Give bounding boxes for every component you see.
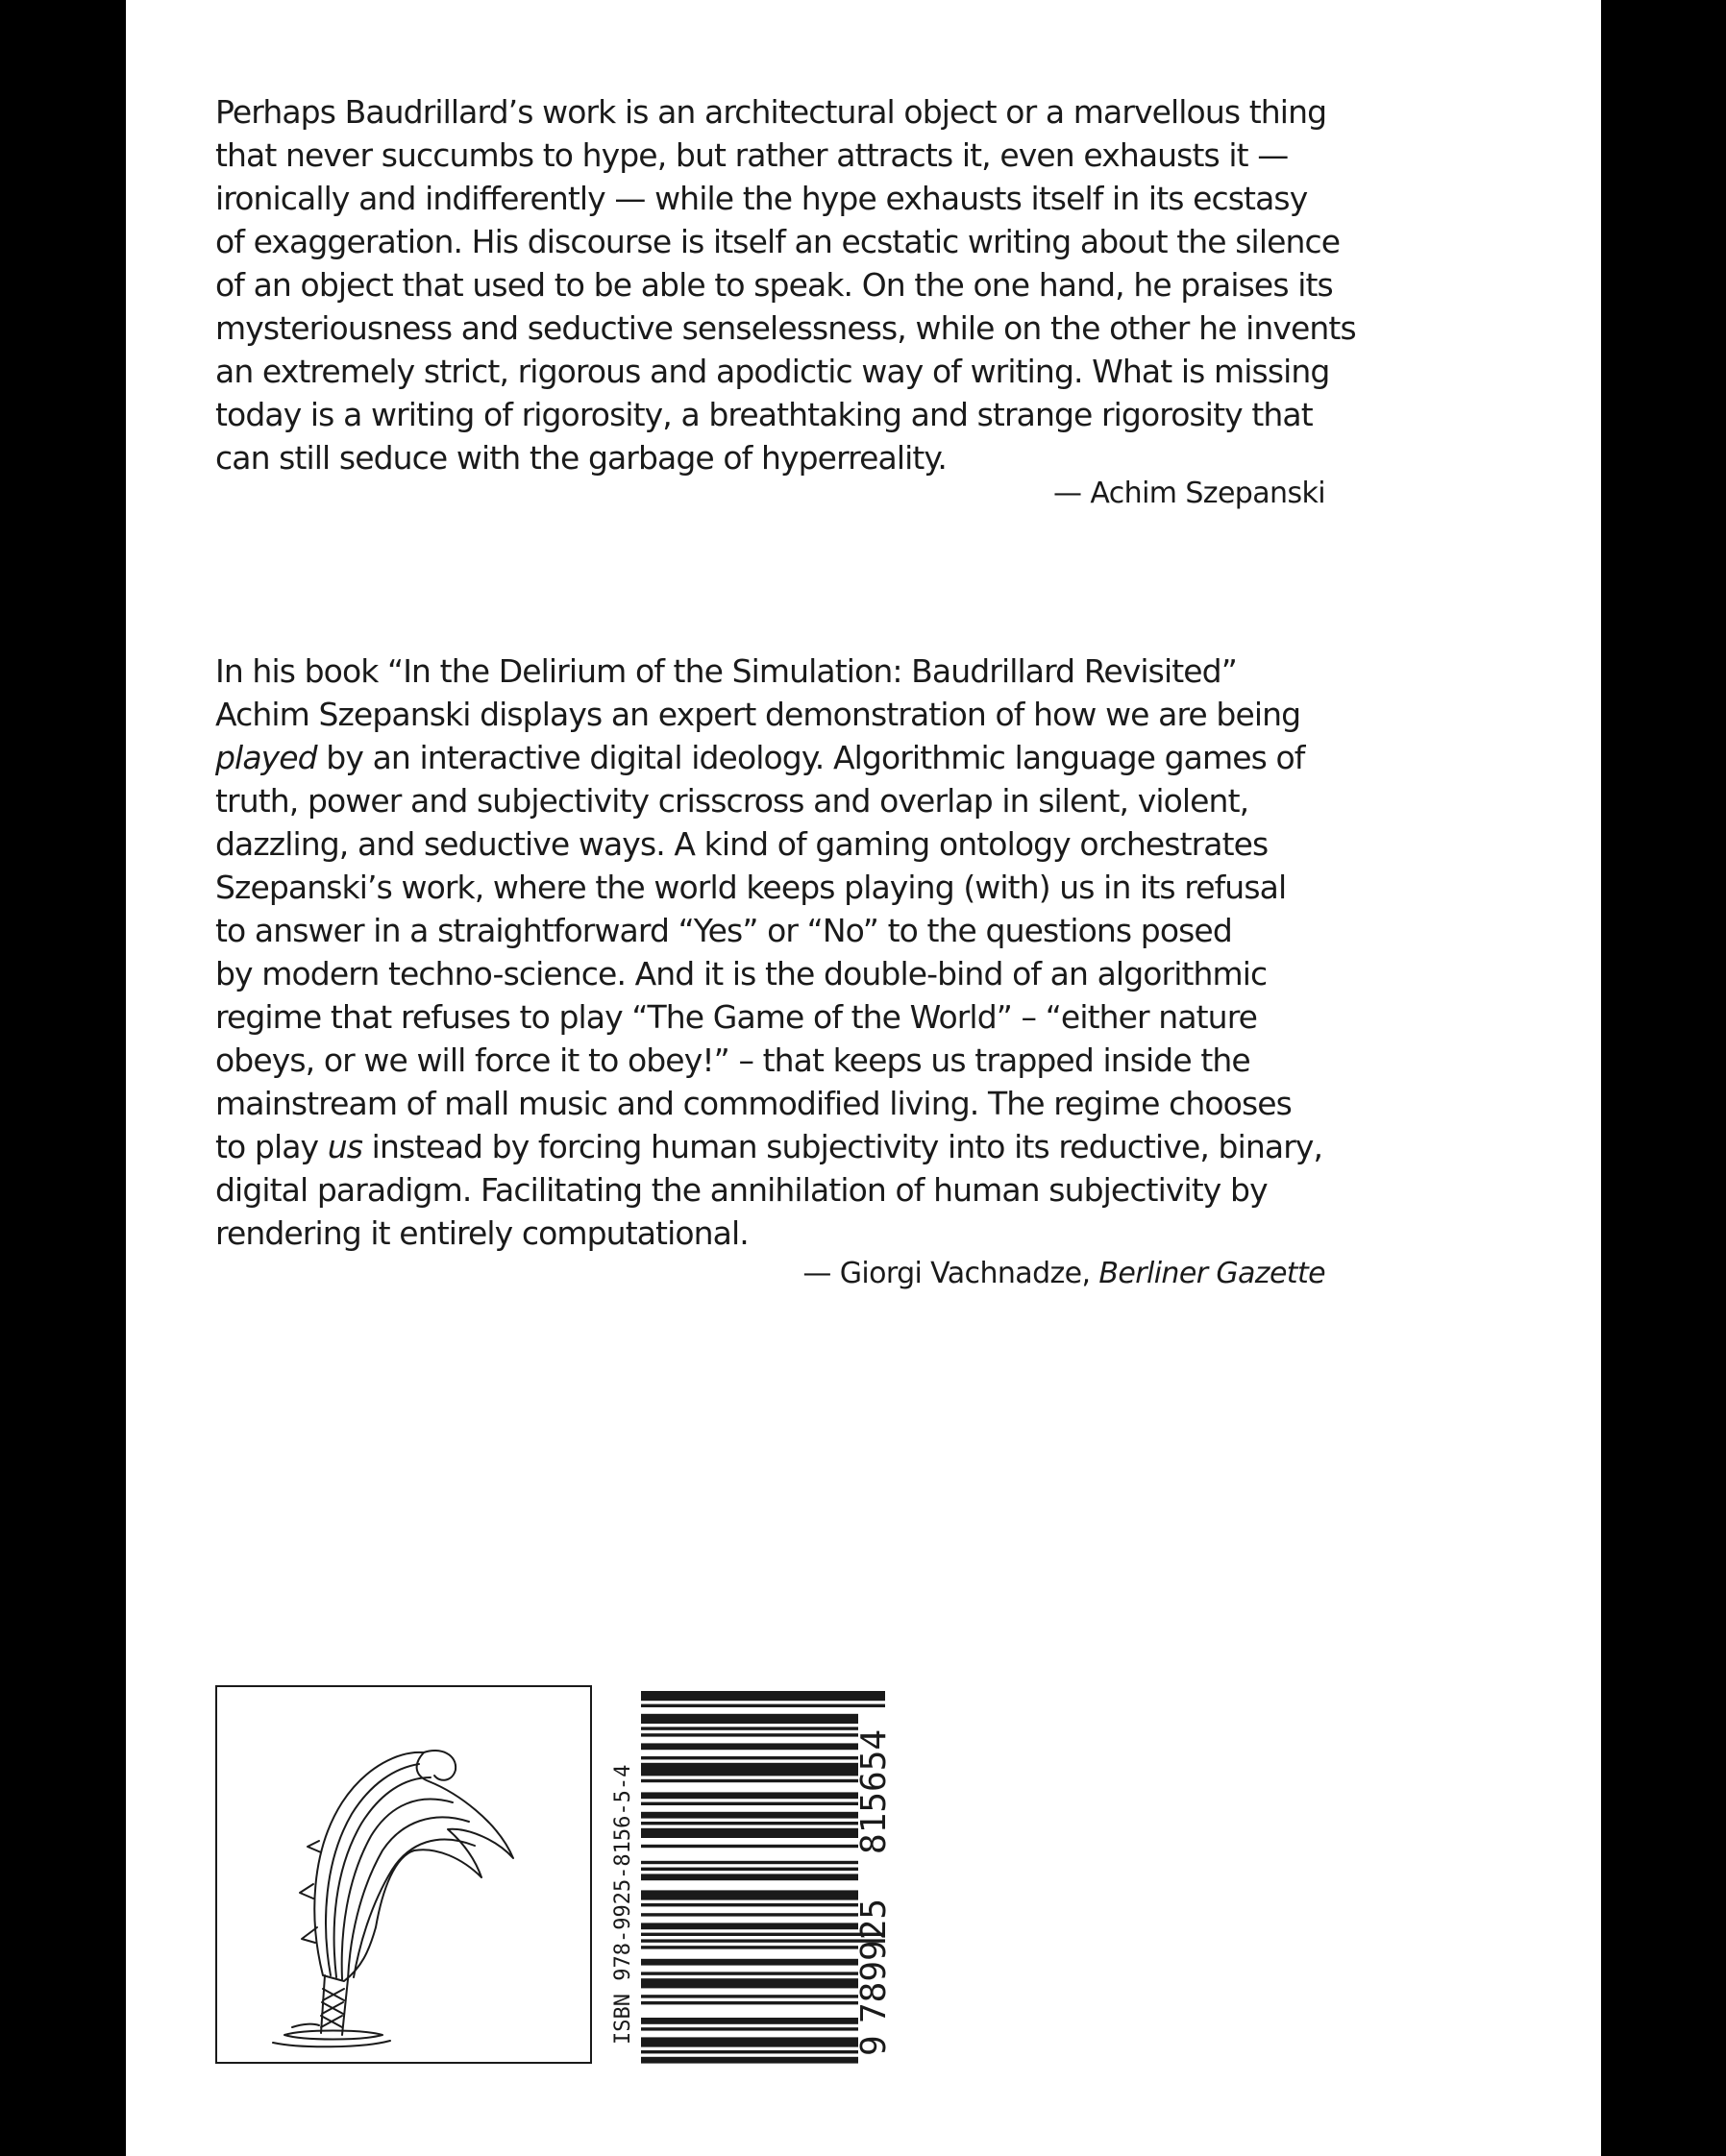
barcode-bar: [641, 1779, 858, 1782]
line-rest: by an interactive digital ideology. Algorithmic language games of: [316, 739, 1305, 776]
isbn-barcode: [606, 1683, 1029, 2068]
barcode-bar: [641, 1845, 858, 1848]
blurb-line: Szepanski’s work, where the world keeps playing (with) us in its refusal: [215, 869, 1287, 906]
barcode-bar: [641, 1972, 858, 1974]
blurb-line: to answer in a straightforward “Yes” or “No” to the questions posed: [215, 912, 1232, 949]
blurb-line: of exaggeration. His discourse is itself an ecstatic writing about the silence: [215, 223, 1341, 260]
blurb-line: ironically and indifferently — while the hype exhausts itself in its ecstasy: [215, 180, 1308, 217]
barcode-bar: [641, 1913, 858, 1916]
barcode-bar: [641, 1868, 858, 1871]
blurb-line: Perhaps Baudrillard’s work is an architectural object or a marvellous thing: [215, 93, 1327, 131]
barcode-bar: [641, 1903, 858, 1906]
blurb-quote-2: [215, 649, 1455, 1255]
barcode-digit-first: 9: [854, 2035, 894, 2056]
blurb-line: In his book “In the Delirium of the Simulation: Baudrillard Revisited”: [215, 652, 1237, 690]
blurb-line: by modern techno-science. And it is the double-bind of an algorithmic: [215, 955, 1268, 992]
blurb-line: Achim Szepanski displays an expert demonstration of how we are being: [215, 696, 1301, 733]
blurb-line: rendering it entirely computational.: [215, 1214, 749, 1252]
attribution-author: — Giorgi Vachnadze,: [802, 1257, 1099, 1290]
barcode-bar: [641, 1733, 858, 1736]
blurb-line-mixed: [215, 736, 1455, 779]
blurb-line: today is a writing of rigorosity, a breathtaking and strange rigorosity that: [215, 396, 1313, 433]
barcode-bar: [641, 2037, 858, 2046]
barcode-bar: [641, 1743, 858, 1750]
barcode-bar: [641, 1861, 858, 1864]
barcode-bar: [641, 1812, 858, 1819]
barcode-bar: [641, 1756, 858, 1759]
barcode-bar: [641, 1763, 858, 1776]
blurb-line: regime that refuses to play “The Game of the World” – “either nature: [215, 998, 1258, 1036]
blurb-line: obeys, or we will force it to obey!” – that keeps us trapped inside the: [215, 1041, 1250, 1079]
barcode-digits-group1: 789925: [854, 1898, 894, 2023]
attribution-2: [215, 1257, 1325, 1290]
blurb-line: of an object that used to be able to speak. On the one hand, he praises its: [215, 266, 1333, 304]
blurb-quote-1: [215, 90, 1455, 479]
blurb-line: can still seduce with the garbage of hyperreality.: [215, 439, 947, 477]
barcode-bar: [641, 1995, 858, 1997]
blurb-line: truth, power and subjectivity crisscross and overlap in silent, violent,: [215, 782, 1249, 820]
barcode-bar: [641, 1802, 858, 1805]
line-rest: instead by forcing human subjectivity into its reductive, binary,: [362, 1128, 1323, 1165]
blurb-line: dazzling, and seductive ways. A kind of gaming ontology orchestrates: [215, 825, 1269, 863]
barcode-graphic: [606, 1683, 1029, 2068]
blurb-line-mixed: [215, 1125, 1455, 1168]
barcode-bar: [641, 1946, 858, 1948]
barcode-bar: [641, 2001, 858, 2004]
barcode-bar: [641, 1939, 885, 1942]
barcode-bar: [641, 1691, 885, 1701]
isbn-label: ISBN 978-9925-8156-5-4: [611, 1764, 635, 2045]
barcode-digits-group2: 815654: [854, 1728, 894, 1854]
barcode-bar: [641, 1978, 858, 1988]
barcode-bar: [641, 2027, 858, 2030]
attribution-1: — Achim Szepanski: [1053, 477, 1325, 510]
line-start: to play: [215, 1128, 328, 1165]
barcode-bar: [641, 1874, 858, 1880]
barcode-bar: [641, 1890, 858, 1899]
barcode-bar: [641, 1923, 858, 1929]
barcode-bar: [641, 1828, 858, 1838]
barcode-bar: [641, 1727, 858, 1729]
barcode-bar: [641, 1933, 885, 1936]
publisher-logo: [215, 1685, 592, 2064]
barcode-bar: [641, 2057, 858, 2064]
barcode-bar: [641, 1714, 858, 1724]
barcode-bar: [641, 2018, 858, 2024]
blurb-line: digital paradigm. Facilitating the annihilation of human subjectivity by: [215, 1171, 1268, 1209]
barcode-bar: [641, 1792, 858, 1799]
italic-word: us: [327, 1128, 363, 1165]
fountain-icon: [217, 1687, 590, 2062]
barcode-bar: [641, 1959, 858, 1966]
blurb-line: an extremely strict, rigorous and apodictic way of writing. What is missing: [215, 353, 1330, 390]
blurb-line: that never succumbs to hype, but rather attracts it, even exhausts it —: [215, 136, 1289, 174]
barcode-bar: [641, 1822, 858, 1825]
italic-word: played: [215, 739, 317, 776]
back-cover-page: [126, 0, 1601, 2156]
attribution-source: Berliner Gazette: [1098, 1257, 1325, 1290]
barcode-bar: [641, 2050, 858, 2053]
blurb-line: mysteriousness and seductive senselessness, while on the other he invents: [215, 309, 1356, 347]
blurb-line: mainstream of mall music and commodified living. The regime chooses: [215, 1085, 1292, 1122]
barcode-bar: [641, 1704, 885, 1707]
